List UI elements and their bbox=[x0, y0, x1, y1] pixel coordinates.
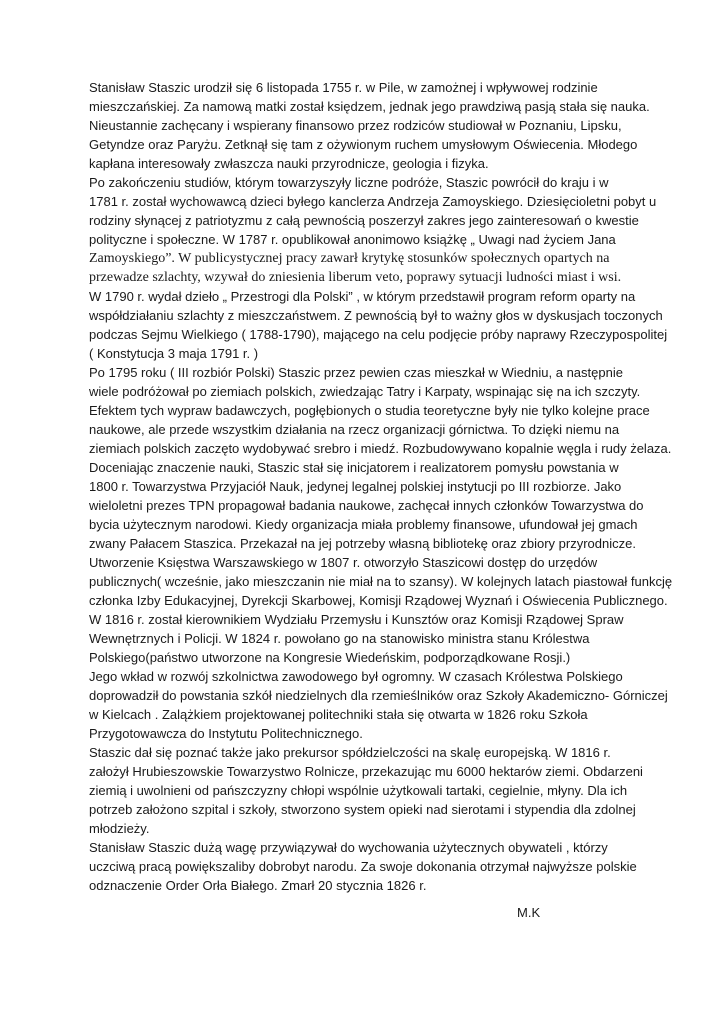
text-line: bycia użytecznym narodowi. Kiedy organizacja miała problemy finansowe, ufundował jej gmach bbox=[89, 517, 638, 532]
text-line: Wewnętrznych i Policji. W 1824 r. powołano go na stanowisko ministra stanu Królestwa bbox=[89, 631, 590, 646]
text-line: zwany Pałacem Staszica. Przekazał na jej potrzeby własną bibliotekę oraz zbiory przyrodnicze. bbox=[89, 536, 636, 551]
text-line: przewadze szlachty, wzywał do zniesienia liberum veto, poprawy sytuacji ludności miast i wsi. bbox=[89, 270, 622, 285]
text-line: publicznych( wcześnie, jako mieszczanin nie miał na to szansy). W kolejnych latach piastował funkcję bbox=[89, 574, 673, 589]
text-line: Getyndze oraz Paryżu. Zetknął się tam z ożywionym ruchem umysłowym Oświecenia. Młodego bbox=[89, 137, 638, 152]
text-line: ( Konstytucja 3 maja 1791 r. ) bbox=[89, 346, 259, 361]
text-line: W 1816 r. został kierownikiem Wydziału Przemysłu i Kunsztów oraz Komisji Rządowej Spraw bbox=[89, 612, 624, 627]
text-line: ziemiach polskich zaczęto wydobywać srebro i miedź. Rozbudowywano kopalnie węgla i rudy żelaza. bbox=[89, 441, 672, 456]
text-line: odznaczenie Order Orła Białego. Zmarł 20 stycznia 1826 r. bbox=[89, 878, 427, 893]
text-line: 1800 r. Towarzystwa Przyjaciół Nauk, jedynej legalnej polskiej instytucji po III rozbiorze. Jako bbox=[89, 479, 622, 494]
text-line: Po zakończeniu studiów, którym towarzyszyły liczne podróże, Staszic powrócił do kraju i w bbox=[89, 175, 609, 190]
text-line: Po 1795 roku ( III rozbiór Polski) Staszic przez pewien czas mieszkał w Wiedniu, a następnie bbox=[89, 365, 623, 380]
text-line: uczciwą pracą powiększaliby dobrobyt narodu. Za swoje dokonania otrzymał najwyższe polskie bbox=[89, 859, 637, 874]
text-line: doprowadził do powstania szkół niedzielnych dla rzemieślników oraz Szkoły Akademiczno- Górniczej bbox=[89, 688, 668, 703]
text-line: potrzeb założono szpital i szkoły, stworzono system opieki nad sierotami i stypendia dla zdolnej bbox=[89, 802, 636, 817]
text-line: Przygotowawcza do Instytutu Politechnicznego. bbox=[89, 726, 363, 741]
text-line: Zamoyskiego”. W publicystycznej pracy zawarł krytykę stosunków społecznych opartych na bbox=[89, 251, 610, 266]
text-line: rodziny słynącej z patriotyzmu z całą pewnością poszerzył zakres jego zainteresowań o kwestie bbox=[89, 213, 639, 228]
text-line: mieszczańskiej. Za namową matki został księdzem, jednak jego prawdziwą pasją stała się nauka. bbox=[89, 99, 650, 114]
text-line: wieloletni prezes TPN propagował badania naukowe, zachęcał innych członków Towarzystwa do bbox=[89, 498, 644, 513]
text-line: podczas Sejmu Wielkiego ( 1788-1790), mającego na celu podjęcie próby naprawy Rzeczypospolitej bbox=[89, 327, 668, 342]
text-line: w Kielcach . Zalążkiem projektowanej politechniki stała się otwarta w 1826 roku Szkoła bbox=[89, 707, 588, 722]
text-line: założył Hrubieszowskie Towarzystwo Rolnicze, przekazując mu 6000 hektarów ziemi. Obdarzeni bbox=[89, 764, 643, 779]
author-signature: M.K bbox=[517, 905, 541, 920]
text-line: Stanisław Staszic dużą wagę przywiązywał do wychowania użytecznych obywateli , którzy bbox=[89, 840, 608, 855]
text-line: Polskiego(państwo utworzone na Kongresie Wiedeńskim, podporządkowane Rosji.) bbox=[89, 650, 571, 665]
text-line: Staszic dał się poznać także jako prekursor spółdzielczości na skalę europejską. W 1816 r. bbox=[89, 745, 611, 760]
text-line: polityczne i społeczne. W 1787 r. opublikował anonimowo książkę „ Uwagi nad życiem Jana bbox=[89, 232, 616, 247]
text-line: W 1790 r. wydał dzieło „ Przestrogi dla Polski” , w którym przedstawił program reform oparty na bbox=[89, 289, 636, 304]
document-body bbox=[89, 78, 673, 895]
text-line: wiele podróżował po ziemiach polskich, zwiedzając Tatry i Karpaty, wspinając się na ich szczyty. bbox=[89, 384, 641, 399]
text-line: Jego wkład w rozwój szkolnictwa zawodowego był ogromny. W czasach Królestwa Polskiego bbox=[89, 669, 623, 684]
text-line: młodzieży. bbox=[89, 821, 150, 836]
text-line: naukowe, ale przede wszystkim działania na rzecz organizacji górnictwa. To dzięki niemu na bbox=[89, 422, 620, 437]
text-line: Utworzenie Księstwa Warszawskiego w 1807 r. otworzyło Staszicowi dostęp do urzędów bbox=[89, 555, 598, 570]
text-line: współdziałaniu szlachty z mieszczaństwem. Z pewnością był to ważny głos w dyskusjach toczonych bbox=[89, 308, 663, 323]
text-line: ziemią i uwolnieni od pańszczyzny chłopi wspólnie użytkowali tartaki, cegielnie, młyny. Dla ich bbox=[89, 783, 628, 798]
text-line: Stanisław Staszic urodził się 6 listopada 1755 r. w Pile, w zamożnej i wpływowej rodzinie bbox=[89, 80, 598, 95]
text-line: 1781 r. został wychowawcą dzieci byłego kanclerza Andrzeja Zamoyskiego. Dziesięcioletni pobyt u bbox=[89, 194, 657, 209]
text-line: kapłana interesowały zwłaszcza nauki przyrodnicze, geologia i fizyka. bbox=[89, 156, 489, 171]
text-line: Doceniając znaczenie nauki, Staszic stał się inicjatorem i realizatorem pomysłu powstania w bbox=[89, 460, 619, 475]
text-line: Nieustannie zachęcany i wspierany finansowo przez rodziców studiował w Poznaniu, Lipsku, bbox=[89, 118, 622, 133]
text-line: Efektem tych wypraw badawczych, pogłębionych o studia teoretyczne były nie tylko kolejne prace bbox=[89, 403, 650, 418]
text-line: członka Izby Edukacyjnej, Dyrekcji Skarbowej, Komisji Rządowej Wyznań i Oświecenia Publicznego. bbox=[89, 593, 668, 608]
